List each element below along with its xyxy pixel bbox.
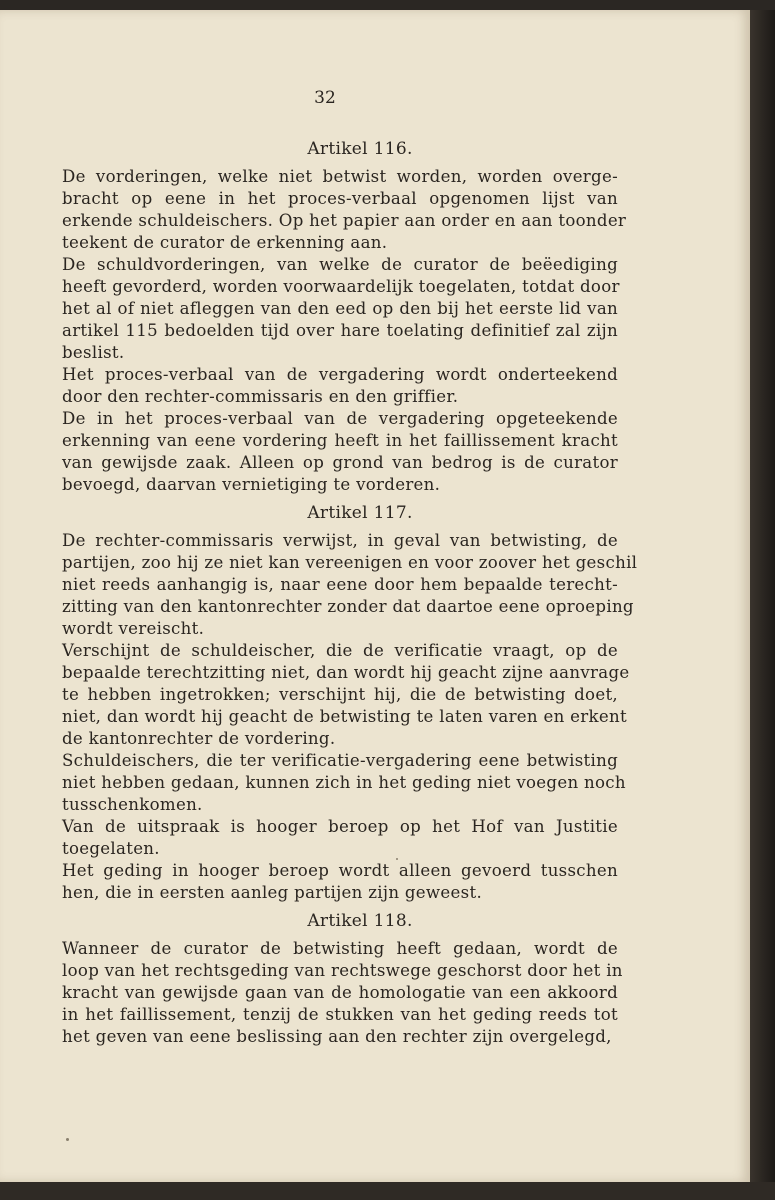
- text-line: door den rechter-commissaris en den griffier.: [62, 387, 459, 406]
- paragraph: [62, 408, 618, 496]
- text-line: heeft gevorderd, worden voorwaardelijk toegelaten, totdat door: [62, 277, 620, 296]
- text-line: partijen, zoo hij ze niet kan vereenigen en voor zoover het geschil: [62, 553, 638, 572]
- text-line: niet, dan wordt hij geacht de betwisting te laten varen en erkent: [62, 707, 627, 726]
- text-line: zitting van den kantonrechter zonder dat daartoe eene oproeping: [62, 597, 634, 616]
- text-line: artikel 115 bedoelden tijd over hare toelating definitief zal zijn: [62, 321, 618, 340]
- text-line: bevoegd, daarvan vernietiging te vorderen.: [62, 475, 441, 494]
- text-line: loop van het rechtsgeding van rechtswege geschorst door het in: [62, 961, 623, 980]
- text-line: erkende schuldeischers. Op het papier aan order en aan toonder: [62, 211, 627, 230]
- text-line: hen, die in eersten aanleg partijen zijn geweest.: [62, 883, 483, 902]
- page-edge: [750, 10, 775, 1182]
- text-line: Van de uitspraak is hooger beroep op het Hof van Justitie: [62, 817, 618, 836]
- text-line: Wanneer de curator de betwisting heeft gedaan, wordt de: [62, 939, 618, 958]
- text-line: erkenning van eene vordering heeft in het faillissement kracht: [62, 431, 618, 450]
- text-line: niet hebben gedaan, kunnen zich in het geding niet voegen noch: [62, 773, 626, 792]
- book-page: [0, 10, 750, 1182]
- article-heading: Artikel 118.: [307, 911, 413, 931]
- text-line: toegelaten.: [62, 839, 160, 858]
- page-number: 32: [314, 88, 336, 108]
- text-line: De in het proces-verbaal van de vergadering opgeteekende: [62, 409, 618, 428]
- background-strip: [0, 1182, 775, 1200]
- text-line: te hebben ingetrokken; verschijnt hij, die de betwisting doet,: [62, 685, 618, 704]
- article-heading: Artikel 117.: [307, 503, 413, 523]
- text-line: bracht op eene in het proces-verbaal opgenomen lijst van: [62, 189, 618, 208]
- text-line: van gewijsde zaak. Alleen op grond van bedrog is de curator: [62, 453, 618, 472]
- paragraph: [62, 750, 626, 816]
- text-line: De rechter-commissaris verwijst, in geval van betwisting, de: [62, 531, 618, 550]
- text-line: teekent de curator de erkenning aan.: [62, 233, 388, 252]
- text-line: wordt vereischt.: [62, 619, 205, 638]
- text-line: het al of niet afleggen van den eed op den bij het eerste lid van: [62, 299, 618, 318]
- paragraph: [62, 530, 638, 640]
- paragraph: [62, 640, 630, 750]
- paragraph: [62, 816, 618, 860]
- paragraph: [62, 938, 623, 1048]
- text-line: Verschijnt de schuldeischer, die de verificatie vraagt, op de: [62, 641, 618, 660]
- text-line: bepaalde terechtzitting niet, dan wordt hij geacht zijne aanvrage: [62, 663, 630, 682]
- paragraph: [62, 166, 627, 254]
- text-line: het geven van eene beslissing aan den rechter zijn overgelegd,: [62, 1027, 612, 1046]
- text-line: beslist.: [62, 343, 125, 362]
- paragraph: [62, 254, 618, 364]
- text-line: niet reeds aanhangig is, naar eene door hem bepaalde terecht-: [62, 575, 618, 594]
- text-line: De schuldvorderingen, van welke de curator de beëediging: [62, 255, 618, 274]
- text-line: in het faillissement, tenzij de stukken van het geding reeds tot: [62, 1005, 618, 1024]
- speck: [66, 1138, 69, 1141]
- page-text: [62, 138, 638, 1048]
- paragraph: [62, 364, 618, 408]
- text-line: tusschenkomen.: [62, 795, 203, 814]
- speck: [396, 858, 398, 860]
- text-line: Het proces-verbaal van de vergadering wordt onderteekend: [62, 365, 618, 384]
- paragraph: [62, 860, 618, 904]
- text-line: Schuldeischers, die ter verificatie-vergadering eene betwisting: [62, 751, 618, 770]
- text-line: kracht van gewijsde gaan van de homologatie van een akkoord: [62, 983, 618, 1002]
- text-line: Het geding in hooger beroep wordt alleen gevoerd tusschen: [62, 861, 618, 880]
- text-line: De vorderingen, welke niet betwist worden, worden overge-: [62, 167, 618, 186]
- article-heading: Artikel 116.: [307, 139, 413, 159]
- text-line: de kantonrechter de vordering.: [62, 729, 336, 748]
